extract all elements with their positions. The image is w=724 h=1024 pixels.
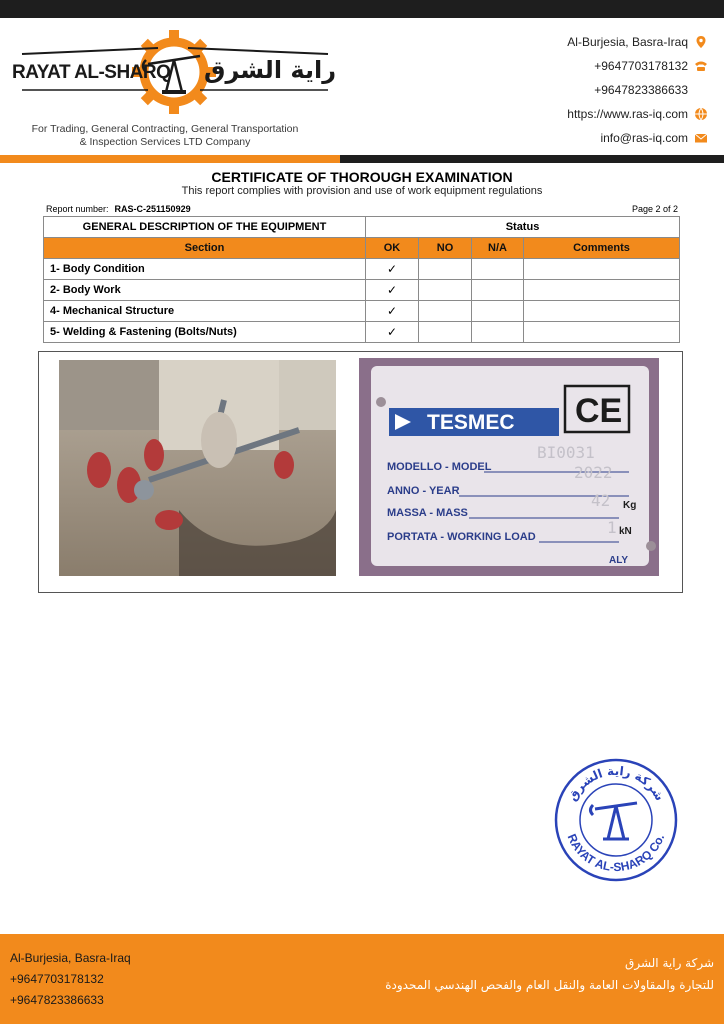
mass-value: 42 xyxy=(591,491,611,510)
load-value: 1 xyxy=(607,518,617,537)
nameplate-photo xyxy=(359,358,659,576)
tagline-line-2: & Inspection Services LTD Company xyxy=(79,136,251,148)
load-unit: kN xyxy=(619,526,632,537)
contact-phone-2 xyxy=(567,78,708,102)
row-no xyxy=(419,280,472,301)
ce-mark: CE xyxy=(575,392,623,430)
row-na xyxy=(472,280,524,301)
footer-arabic-line-2: للتجارة والمقاولات العامة والنقل العام والفحص الهندسي المحدودة xyxy=(385,978,714,992)
row-na xyxy=(472,259,524,280)
logo-english-text: RAYAT AL-SHARQ xyxy=(12,62,171,83)
column-na: N/A xyxy=(472,238,524,259)
mass-label: MASSA - MASS xyxy=(387,507,468,519)
stamp-arabic-text: شركة راية الشرق xyxy=(565,763,667,804)
website-link[interactable]: https://www.ras-iq.com xyxy=(567,107,688,121)
report-number-value: RAS-C-251150929 xyxy=(114,204,191,214)
contact-email[interactable] xyxy=(567,126,708,150)
page-indicator: Page 2 of 2 xyxy=(631,204,678,214)
stamp-english-text: RAYAT AL-SHARQ Co. xyxy=(564,831,668,875)
row-section: 5- Welding & Fastening (Bolts/Nuts) xyxy=(44,322,366,343)
year-value: 2022 xyxy=(574,463,613,482)
model-label: MODELLO - MODEL xyxy=(387,461,492,473)
footer-contacts xyxy=(10,948,131,1011)
tagline-line-1: For Trading, General Contracting, General Transportation xyxy=(31,123,299,135)
table-column-row xyxy=(44,238,680,259)
status-header: Status xyxy=(366,217,680,238)
photo-panel xyxy=(38,351,683,593)
header-divider-dark xyxy=(340,155,724,163)
footer-phone-2: +9647823386633 xyxy=(10,993,104,1007)
row-na xyxy=(472,322,524,343)
model-value: BI0031 xyxy=(537,443,595,462)
row-ok-check: ✓ xyxy=(366,322,419,343)
row-section: 4- Mechanical Structure xyxy=(44,301,366,322)
row-ok-check: ✓ xyxy=(366,301,419,322)
company-stamp xyxy=(553,757,679,883)
nameplate-bottom-text: ALY xyxy=(609,555,629,566)
nameplate-brand: TESMEC xyxy=(427,411,515,434)
row-comments xyxy=(524,301,680,322)
mass-unit: Kg xyxy=(623,500,637,511)
equipment-status-table xyxy=(43,216,680,343)
table-header-row xyxy=(44,217,680,238)
contact-phone-1 xyxy=(567,54,708,78)
footer-arabic xyxy=(385,952,714,996)
footer-arabic-line-1: شركة راية الشرق xyxy=(625,956,714,970)
table-row xyxy=(44,259,680,280)
row-no xyxy=(419,322,472,343)
column-section: Section xyxy=(44,238,366,259)
location-pin-icon xyxy=(694,35,708,49)
table-row xyxy=(44,301,680,322)
footer-phone-1: +9647703178132 xyxy=(10,972,104,986)
row-comments xyxy=(524,280,680,301)
year-label: ANNO - YEAR xyxy=(387,485,460,497)
report-number-label: Report number: xyxy=(46,204,109,214)
email-link[interactable]: info@ras-iq.com xyxy=(600,131,688,145)
envelope-icon xyxy=(694,131,708,145)
row-ok-check: ✓ xyxy=(366,280,419,301)
footer-address: Al-Burjesia, Basra-Iraq xyxy=(10,951,131,965)
row-no xyxy=(419,301,472,322)
top-bar xyxy=(0,0,724,18)
page-footer xyxy=(0,934,724,1024)
general-description-header: GENERAL DESCRIPTION OF THE EQUIPMENT xyxy=(44,217,366,238)
column-ok: OK xyxy=(366,238,419,259)
logo-arabic-text: راية الشرق xyxy=(204,56,337,84)
header-contacts xyxy=(567,30,708,150)
address-text: Al-Burjesia, Basra-Iraq xyxy=(567,35,688,49)
certificate-subtitle: This report complies with provision and use of work equipment regulations xyxy=(181,185,543,197)
globe-icon xyxy=(694,107,708,121)
column-comments: Comments xyxy=(524,238,680,259)
telephone-icon xyxy=(694,59,708,73)
phone-1-text: +9647703178132 xyxy=(594,59,688,73)
equipment-photo xyxy=(59,360,336,576)
row-comments xyxy=(524,322,680,343)
row-na xyxy=(472,301,524,322)
company-tagline xyxy=(10,123,320,149)
row-no xyxy=(419,259,472,280)
phone-2-spacer-icon xyxy=(694,83,708,97)
phone-2-text: +9647823386633 xyxy=(594,83,688,97)
row-comments xyxy=(524,259,680,280)
row-section: 2- Body Work xyxy=(44,280,366,301)
header-divider-orange xyxy=(0,155,340,163)
row-ok-check: ✓ xyxy=(366,259,419,280)
stamp-pumpjack-icon xyxy=(591,803,638,839)
certificate-title: CERTIFICATE OF THOROUGH EXAMINATION xyxy=(211,169,513,185)
load-label: PORTATA - WORKING LOAD xyxy=(387,531,536,543)
table-row xyxy=(44,280,680,301)
contact-address xyxy=(567,30,708,54)
company-logo xyxy=(8,26,338,116)
column-no: NO xyxy=(419,238,472,259)
row-section: 1- Body Condition xyxy=(44,259,366,280)
report-number xyxy=(46,204,191,214)
table-row xyxy=(44,322,680,343)
contact-website[interactable] xyxy=(567,102,708,126)
